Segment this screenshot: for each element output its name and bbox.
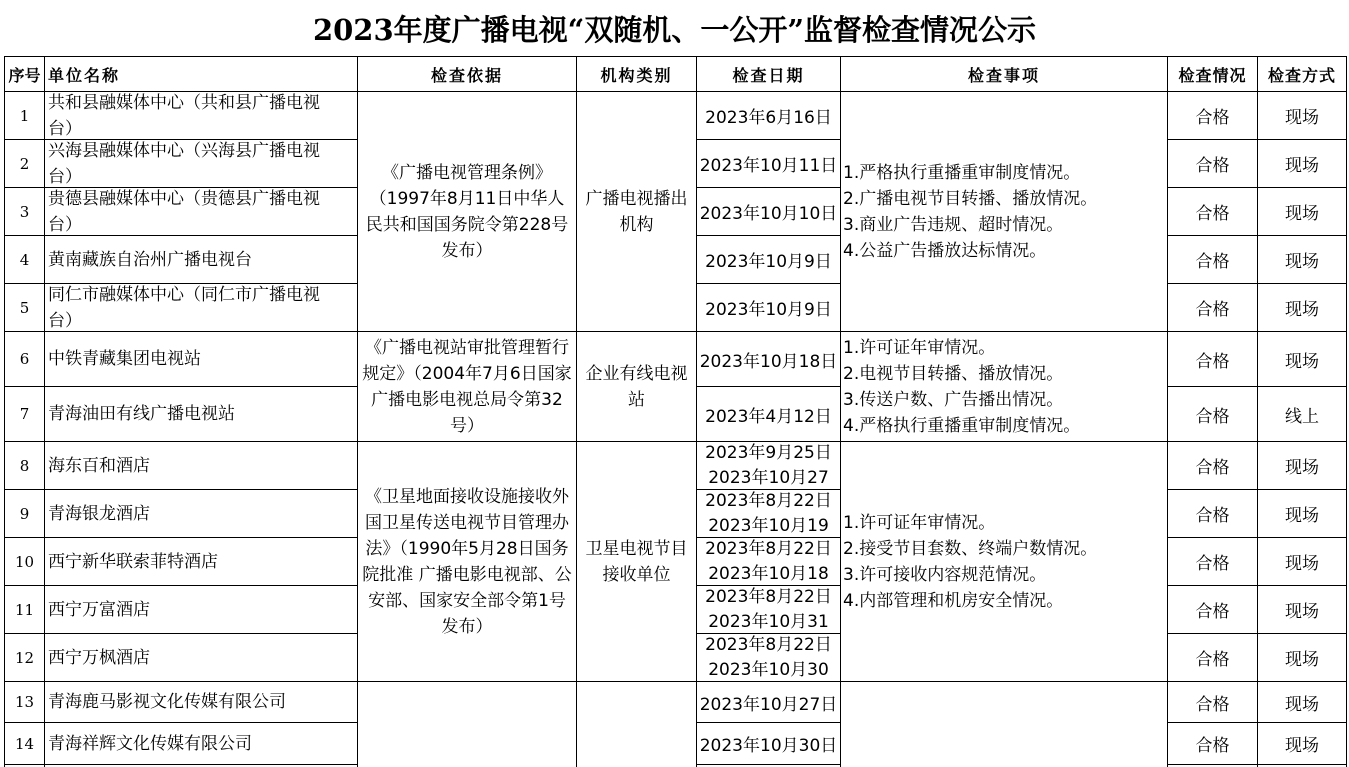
row-method: 现场	[1285, 602, 1319, 622]
row-unit-name: 黄南藏族自治州广播电视台	[48, 249, 252, 270]
row-index: 3	[19, 202, 30, 221]
row-index: 4	[19, 250, 30, 269]
header-index: 序号	[8, 65, 41, 85]
row-method: 现场	[1285, 351, 1319, 372]
row-method: 现场	[1285, 204, 1319, 224]
row-unit-name: 青海鹿马影视文化传媒有限公司	[48, 692, 286, 712]
row-date-second: 2023年10月27	[708, 467, 829, 488]
row-unit-name: 西宁万枫酒店	[48, 647, 150, 668]
row-result: 合格	[1195, 554, 1230, 574]
row-date: 2023年8月22日	[705, 538, 832, 559]
row-date-pair	[697, 586, 840, 633]
row-date: 2023年9月25日	[705, 442, 832, 463]
row-index: 6	[19, 350, 30, 368]
row-date: 2023年4月12日	[705, 406, 832, 427]
row-method: 现场	[1285, 458, 1319, 478]
header-result: 检查情况	[1178, 65, 1247, 85]
row-date-pair	[697, 442, 840, 489]
row-result: 合格	[1195, 108, 1230, 128]
row-unit-name: 青海油田有线广播电视站	[48, 404, 235, 424]
inspection-table	[0, 56, 1349, 767]
row-date-second: 2023年10月19	[708, 515, 829, 536]
row-date: 2023年10月27日	[699, 694, 838, 715]
row-index: 11	[14, 600, 35, 619]
row-date-pair	[697, 538, 840, 585]
group-category: 卫星电视节目接收单位	[585, 538, 688, 585]
row-index: 8	[19, 456, 30, 475]
row-index: 7	[19, 405, 30, 423]
row-result: 合格	[1195, 650, 1230, 670]
row-method: 现场	[1285, 554, 1319, 574]
row-index: 14	[14, 734, 35, 753]
row-result: 合格	[1195, 506, 1230, 526]
row-date-pair	[697, 634, 840, 681]
row-unit-name: 中铁青藏集团电视站	[48, 349, 201, 369]
group-items: 1.严格执行重播重审制度情况。 2.广播电视节目转播、播放情况。 3.商业广告违规、超时情况。 4.公益广告播放达标情况。	[843, 162, 1098, 261]
row-date: 2023年10月10日	[699, 204, 838, 224]
row-method: 现场	[1285, 108, 1319, 128]
row-result: 合格	[1195, 300, 1230, 320]
row-method: 线上	[1285, 406, 1319, 427]
row-unit-name: 青海祥辉文化传媒有限公司	[48, 733, 252, 754]
row-result: 合格	[1195, 736, 1230, 756]
grid-line	[1346, 56, 1347, 767]
row-method: 现场	[1285, 506, 1319, 526]
header-method: 检查方式	[1267, 65, 1336, 85]
row-result: 合格	[1195, 204, 1230, 224]
row-date: 2023年10月18日	[699, 351, 838, 372]
header-unit: 单位名称	[48, 65, 121, 85]
row-result: 合格	[1195, 252, 1230, 272]
row-result: 合格	[1195, 458, 1230, 478]
row-method: 现场	[1285, 736, 1319, 756]
header-basis: 检查依据	[430, 65, 503, 85]
row-method: 现场	[1285, 156, 1319, 176]
row-date: 2023年10月9日	[705, 252, 832, 272]
row-unit-name: 西宁万富酒店	[48, 599, 150, 620]
page-title: 2023年度广播电视“双随机、一公开”监督检查情况公示	[312, 12, 1037, 47]
row-date: 2023年8月22日	[705, 634, 832, 655]
row-date: 2023年8月22日	[705, 490, 832, 511]
row-unit-name: 青海银龙酒店	[48, 503, 150, 524]
row-result: 合格	[1195, 406, 1230, 427]
grid-line	[696, 764, 840, 765]
row-date: 2023年6月16日	[705, 108, 832, 128]
row-method: 现场	[1285, 252, 1319, 272]
row-method: 现场	[1285, 694, 1319, 715]
group-items: 1.许可证年审情况。 2.电视节目转播、播放情况。 3.传送户数、广告播出情况。 4.严格执行重播重审制度情况。	[843, 337, 1081, 436]
row-date: 2023年10月9日	[705, 300, 832, 320]
row-date: 2023年8月22日	[705, 586, 832, 607]
row-date: 2023年10月30日	[699, 736, 838, 756]
row-date-second: 2023年10月18	[708, 563, 829, 584]
row-method: 现场	[1285, 650, 1319, 670]
row-unit-name: 兴海县融媒体中心（兴海县广播电视台）	[48, 140, 320, 187]
group-category: 企业有线电视站	[585, 363, 688, 410]
row-result: 合格	[1195, 602, 1230, 622]
group-basis: 《卫星地面接收设施接收外国卫星传送电视节目管理办法》（1990年5月28日国务院批准 广播电影电视部、公安部、国家安全部令第1号发布）	[362, 486, 572, 637]
header-category: 机构类别	[600, 65, 673, 85]
row-date: 2023年10月11日	[699, 156, 838, 176]
row-unit-name: 贵德县融媒体中心（贵德县广播电视台）	[48, 188, 320, 235]
row-date-second: 2023年10月31	[708, 611, 829, 632]
group-basis: 《广播电视站审批管理暂行规定》（2004年7月6日国家广播电影电视总局令第32号）	[362, 337, 572, 436]
row-index: 5	[19, 298, 30, 317]
header-date: 检查日期	[732, 65, 805, 85]
row-unit-name: 同仁市融媒体中心（同仁市广播电视台）	[48, 284, 320, 331]
group-basis: 《广播电视管理条例》（1997年8月11日中华人民共和国国务院令第228号发布）	[365, 162, 569, 261]
row-result: 合格	[1195, 694, 1230, 715]
row-date-pair	[697, 490, 840, 537]
row-unit-name: 海东百和酒店	[48, 455, 150, 476]
row-unit-name: 西宁新华联索菲特酒店	[48, 551, 218, 572]
row-index: 1	[19, 106, 30, 125]
row-date-second: 2023年10月30	[708, 659, 829, 680]
group-category: 广播电视播出机构	[585, 188, 688, 235]
row-index: 9	[19, 504, 30, 523]
row-method: 现场	[1285, 300, 1319, 320]
row-result: 合格	[1195, 351, 1230, 372]
row-index: 2	[19, 154, 30, 173]
row-index: 10	[14, 552, 35, 571]
grid-line	[4, 764, 357, 765]
group-items: 1.许可证年审情况。 2.接受节目套数、终端户数情况。 3.许可接收内容规范情况。 4.内部管理和机房安全情况。	[843, 512, 1098, 611]
header-items: 检查事项	[967, 65, 1040, 85]
row-index: 12	[14, 648, 35, 667]
row-result: 合格	[1195, 156, 1230, 176]
row-unit-name: 共和县融媒体中心（共和县广播电视台）	[48, 92, 320, 139]
row-index: 13	[14, 693, 35, 711]
